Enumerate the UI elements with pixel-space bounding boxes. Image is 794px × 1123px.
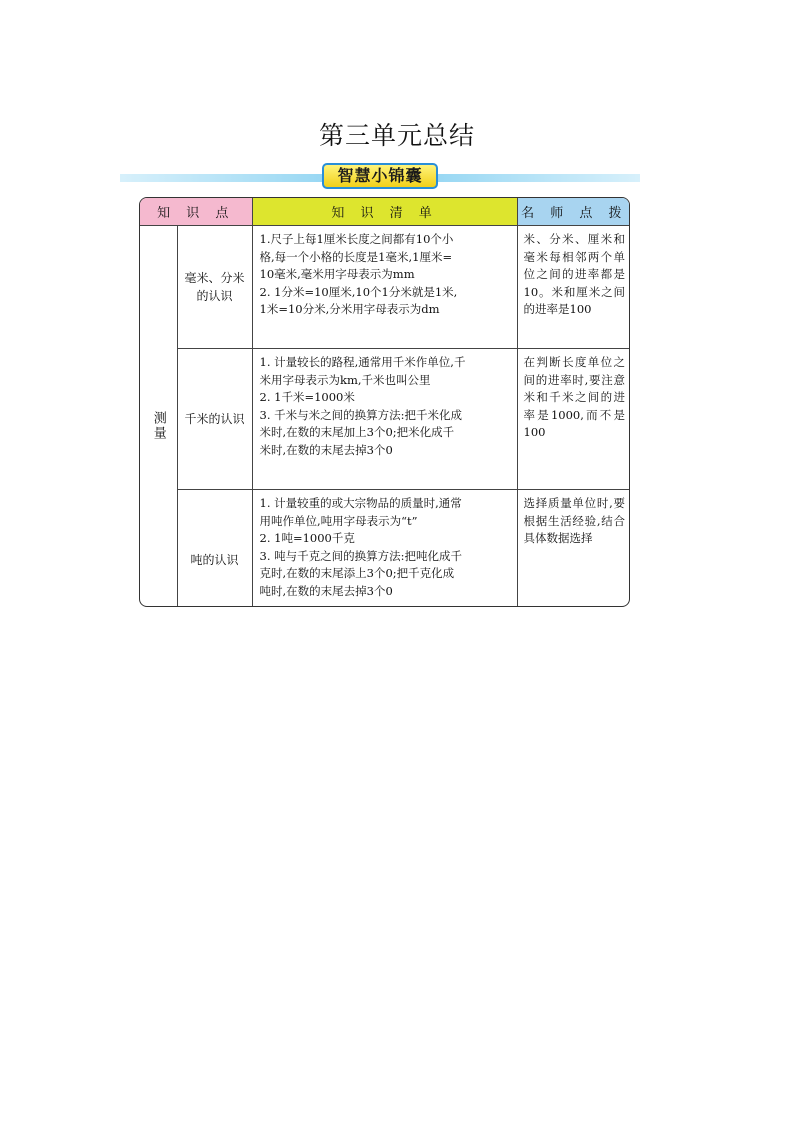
content-cell — [252, 490, 517, 608]
topic-cell: 毫米、分米的认识 — [177, 226, 252, 349]
content-line: 1米=10分米,分米用字母表示为dm — [259, 302, 440, 316]
topic-cell: 吨的认识 — [177, 490, 252, 608]
content-line: 10毫米,毫米用字母表示为mm — [259, 267, 415, 281]
content-line: 米用字母表示为km,千米也叫公里 — [259, 372, 431, 387]
header-knowledge-point: 知 识 点 — [140, 198, 252, 226]
content-line: 克时,在数的末尾添上3个0;把千克化成 — [259, 566, 455, 580]
content-line: 2. 1吨=1000千克 — [259, 531, 355, 545]
table-row — [140, 490, 630, 608]
table-row — [140, 349, 630, 490]
content-line: 2. 1分米=10厘米,10个1分米就是1米, — [259, 284, 458, 299]
content-line: 用吨作单位,吨用字母表示为“t” — [259, 513, 418, 528]
topic-cell: 千米的认识 — [177, 349, 252, 490]
tip-cell: 米、分米、厘米和毫米每相邻两个单位之间的进率都是10。米和厘米之间的进率是100 — [517, 226, 630, 349]
content-line: 米时,在数的末尾去掉3个0 — [259, 442, 393, 457]
content-line: 吨时,在数的末尾去掉3个0 — [259, 583, 393, 598]
banner-badge: 智慧小锦囊 — [322, 163, 438, 189]
content-line: 1.尺子上每1厘米长度之间都有10个小 — [259, 232, 454, 246]
page-title: 第三单元总结 — [318, 121, 475, 150]
header-knowledge-list: 知 识 清 单 — [252, 198, 517, 226]
tip-cell: 选择质量单位时,要根据生活经验,结合具体数据选择 — [517, 490, 630, 608]
tip-cell: 在判断长度单位之间的进率时,要注意米和千米之间的进率是1000,而不是100 — [517, 349, 630, 490]
content-line: 3. 吨与千克之间的换算方法:把吨化成千 — [259, 548, 463, 563]
content-line: 格,每一个小格的长度是1毫米,1厘米= — [259, 249, 453, 264]
content-line: 3. 千米与米之间的换算方法:把千米化成 — [259, 407, 463, 422]
content-cell — [252, 226, 517, 349]
content-line: 1. 计量较重的或大宗物品的质量时,通常 — [259, 496, 462, 510]
summary-table — [139, 197, 630, 607]
content-line: 1. 计量较长的路程,通常用千米作单位,千 — [259, 355, 466, 369]
header-teacher-tips: 名 师 点 拨 — [517, 198, 630, 226]
category-label: 测量 — [150, 410, 166, 441]
category-cell — [140, 226, 177, 608]
content-cell — [252, 349, 517, 490]
table-row — [140, 226, 630, 349]
content-line: 2. 1千米=1000米 — [259, 390, 355, 404]
content-line: 米时,在数的末尾加上3个0;把米化成千 — [259, 425, 455, 439]
